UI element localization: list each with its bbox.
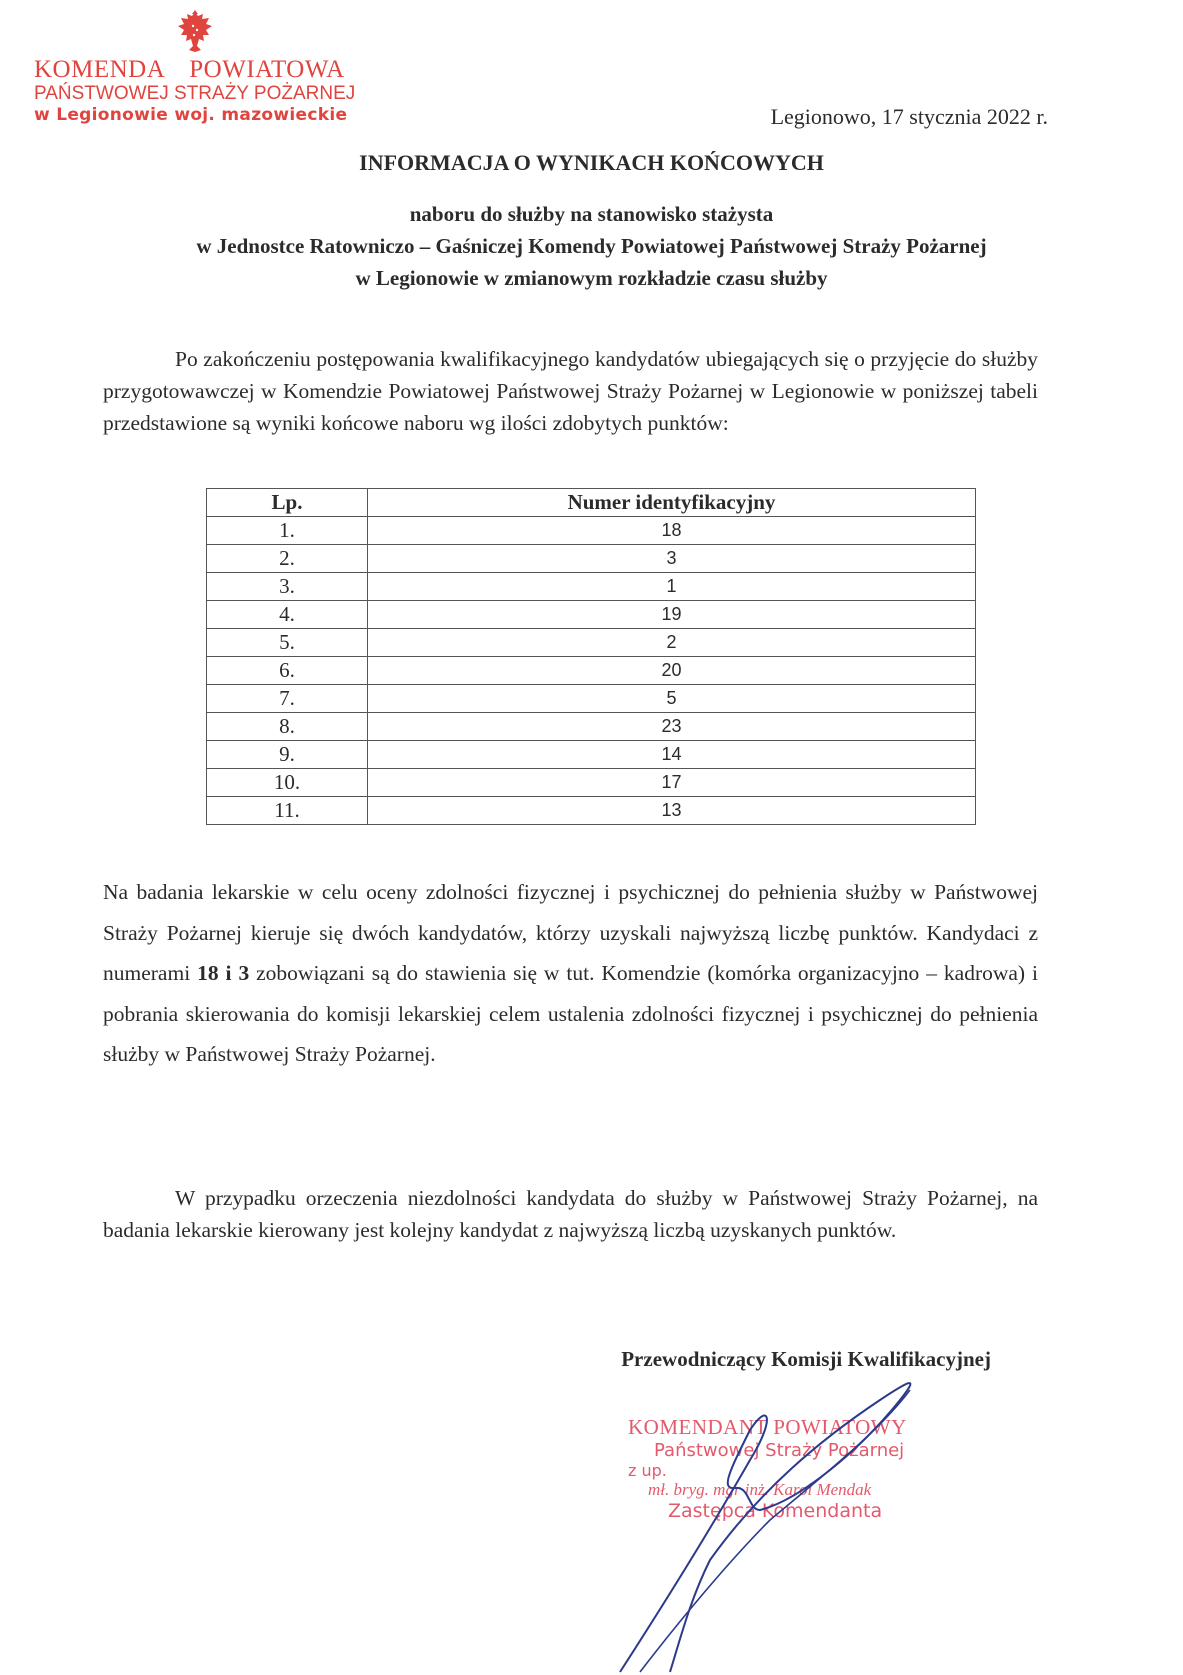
document-title: INFORMACJA O WYNIKACH KOŃCOWYCH <box>359 150 824 175</box>
table-row <box>207 573 976 601</box>
cell-lp: 1. <box>207 517 368 545</box>
cell-identification-number: 19 <box>368 601 976 629</box>
table-row <box>207 601 976 629</box>
intro-paragraph <box>103 343 1038 439</box>
table-row <box>207 797 976 825</box>
cell-identification-number: 20 <box>368 657 976 685</box>
subtitle-line: w Legionowie w zmianowym rozkładzie czasu służby <box>355 266 828 290</box>
cell-identification-number: 2 <box>368 629 976 657</box>
signature-stamp-line2: Państwowej Straży Pożarnej <box>654 1440 905 1461</box>
fallback-paragraph-text: W przypadku orzeczenia niezdolności kandydata do służby w Państwowej Straży Pożarnej, na badania lekarskie kierowany jest kolejny kandydat z najwyższą liczbą uzyskanych punktów. <box>103 1186 1038 1242</box>
intro-paragraph-text: Po zakończeniu postępowania kwalifikacyjnego kandydatów ubiegających się o przyjęcie do służby przygotowawczej w Komendzie Powiatowej Państwowej Straży Pożarnej w Legionowie w poniższej tabeli przedstawione są wyniki końcowe naboru wg ilości zdobytych punktów: <box>103 347 1038 435</box>
document-subtitle <box>0 198 1183 294</box>
cell-lp: 9. <box>207 741 368 769</box>
header-stamp-line3: w Legionowie woj. mazowieckie <box>34 105 348 125</box>
medical-paragraph-text: zobowiązani są do stawienia się w tut. Komendzie (komórka organizacyjno – kadrowa) i pobrania skierowania do komisji lekarskiej celem ustalenia zdolności fizycznej i psychicznej do pełnienia służby w Państwowej Straży Pożarnej. <box>103 961 1038 1066</box>
header-stamp-line1: KOMENDA POWIATOWA <box>34 56 345 83</box>
table-row <box>207 545 976 573</box>
subtitle-line: naboru do służby na stanowisko stażysta <box>409 202 774 226</box>
table-row <box>207 629 976 657</box>
polish-eagle-icon <box>175 10 215 54</box>
table-row <box>207 685 976 713</box>
cell-identification-number: 18 <box>368 517 976 545</box>
table-row <box>207 741 976 769</box>
selected-candidate-numbers: 18 i 3 <box>197 961 250 985</box>
cell-identification-number: 13 <box>368 797 976 825</box>
table-row <box>207 769 976 797</box>
signature-stamp-line5: Zastępca Komendanta <box>668 1500 883 1522</box>
medical-exam-paragraph <box>103 872 1038 1075</box>
table-row <box>207 657 976 685</box>
cell-identification-number: 17 <box>368 769 976 797</box>
cell-identification-number: 14 <box>368 741 976 769</box>
document-date: Legionowo, 17 stycznia 2022 r. <box>770 104 1048 129</box>
column-header-id: Numer identyfikacyjny <box>368 489 976 517</box>
table-header-row <box>207 489 976 517</box>
fallback-paragraph <box>103 1183 1038 1246</box>
cell-identification-number: 5 <box>368 685 976 713</box>
cell-lp: 7. <box>207 685 368 713</box>
header-stamp-line2: PAŃSTWOWEJ STRAŻY POŻARNEJ <box>34 83 356 104</box>
cell-lp: 11. <box>207 797 368 825</box>
cell-lp: 6. <box>207 657 368 685</box>
cell-identification-number: 1 <box>368 573 976 601</box>
cell-lp: 5. <box>207 629 368 657</box>
cell-lp: 2. <box>207 545 368 573</box>
subtitle-line: w Jednostce Ratowniczo – Gaśniczej Komendy Powiatowej Państwowej Straży Pożarnej <box>196 234 987 258</box>
cell-lp: 10. <box>207 769 368 797</box>
signature-stamp-line3: z up. <box>628 1461 667 1480</box>
signature-stamp <box>628 1415 907 1522</box>
column-header-lp: Lp. <box>207 489 368 517</box>
cell-lp: 4. <box>207 601 368 629</box>
signature-title: Przewodniczący Komisji Kwalifikacyjnej <box>621 1347 991 1371</box>
cell-identification-number: 3 <box>368 545 976 573</box>
results-table <box>206 488 976 825</box>
signature-stamp-line1: KOMENDANT POWIATOWY <box>628 1415 907 1439</box>
cell-lp: 8. <box>207 713 368 741</box>
medical-paragraph-text: Na badania lekarskie w celu oceny zdolności fizycznej i psychicznej do pełnienia służby w Państwowej Straży Pożarnej kieruje się dwóch kandydatów, którzy uzyskali najwyższą liczbę punktów. Kandydaci z numerami <box>103 880 1038 985</box>
table-row <box>207 713 976 741</box>
cell-lp: 3. <box>207 573 368 601</box>
header-stamp <box>30 10 360 125</box>
table-row <box>207 517 976 545</box>
signature-stamp-line4: mł. bryg. mgr inż. Karol Mendak <box>648 1480 872 1499</box>
cell-identification-number: 23 <box>368 713 976 741</box>
